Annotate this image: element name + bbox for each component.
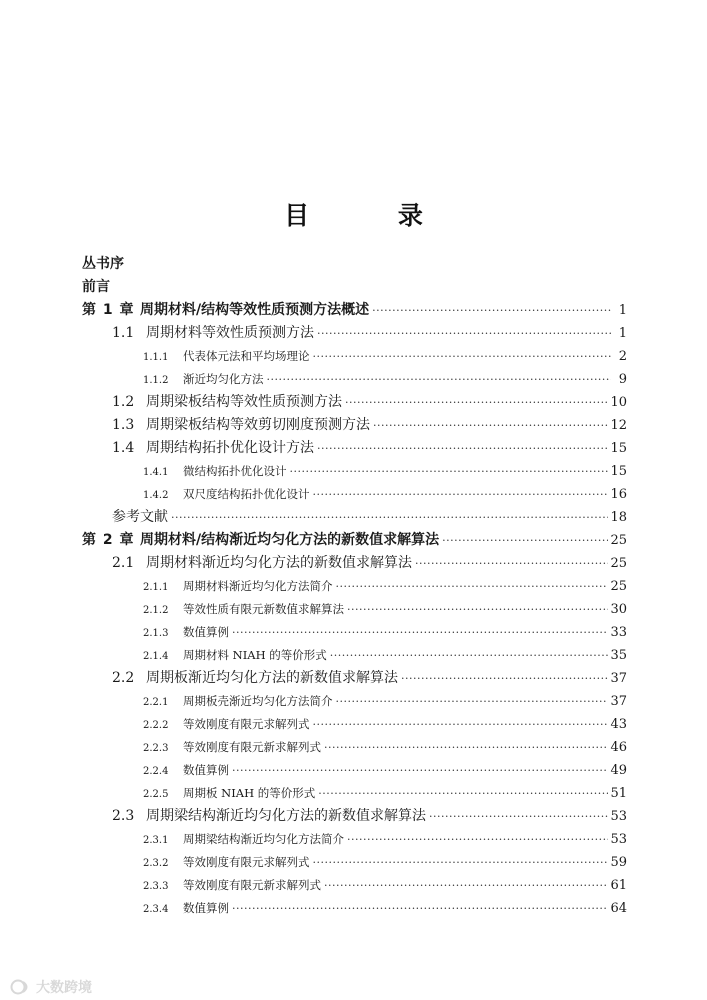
toc-entry-title: 周期材料渐近均匀化方法简介: [183, 579, 333, 593]
dot-leader: [232, 759, 608, 782]
toc-entry-section: [82, 414, 627, 437]
toc-entry-page: 2: [618, 349, 627, 364]
toc-entry-number: 1.1.1: [143, 352, 169, 363]
dot-leader: [324, 736, 608, 759]
dot-leader: [313, 851, 609, 874]
dot-leader: [318, 782, 608, 805]
dot-leader: [429, 805, 608, 828]
toc-entry-number: 2.3.1: [143, 835, 169, 846]
dot-leader: [290, 460, 609, 483]
toc-entry-number: 1.1.2: [143, 375, 169, 386]
toc-entry-subsection: [82, 460, 627, 483]
toc-entry-subsection: [82, 690, 627, 713]
toc-entry-plain: [82, 253, 627, 276]
dot-leader: [317, 437, 608, 460]
toc-entry-subsection: [82, 644, 627, 667]
toc-entry-page: 37: [610, 694, 627, 709]
dot-leader: [373, 414, 608, 437]
toc-entry-number: 2.2.2: [143, 720, 169, 731]
toc-entry-number: 1.4.2: [143, 490, 169, 501]
toc-entry-section: [82, 667, 627, 690]
toc-entry-title: 周期材料/结构等效性质预测方法概述: [140, 302, 370, 318]
toc-entry-page: 43: [610, 717, 627, 732]
toc-entry-page: 15: [610, 441, 627, 456]
toc-entry-page: 25: [610, 556, 627, 571]
toc-entry-chapter: [82, 299, 627, 322]
toc-entry-page: 35: [610, 648, 627, 663]
dot-leader: [401, 667, 608, 690]
toc-entry-page: 25: [610, 579, 627, 594]
toc-entry-title: 周期板渐近均匀化方法的新数值求解算法: [146, 670, 398, 686]
table-of-contents: [82, 253, 627, 920]
watermark-text: 大数跨境: [36, 980, 92, 996]
toc-entry-title: 周期梁结构渐近均匀化方法的新数值求解算法: [146, 808, 426, 824]
toc-entry-chapter: [82, 529, 627, 552]
toc-entry-number: 2.3.3: [143, 881, 169, 892]
dot-leader: [232, 621, 608, 644]
toc-entry-page: 46: [610, 740, 627, 755]
toc-entry-page: 53: [610, 832, 627, 847]
toc-entry-number: 2.2.1: [143, 697, 169, 708]
dot-leader: [313, 483, 609, 506]
toc-entry-subsection: [82, 483, 627, 506]
toc-entry-number: 2.2.3: [143, 743, 169, 754]
watermark: [10, 977, 92, 997]
toc-entry-title: 周期材料/结构渐近均匀化方法的新数值求解算法: [140, 532, 440, 548]
dot-leader: [336, 690, 609, 713]
toc-entry-number: 2.3.2: [143, 858, 169, 869]
toc-entry-page: 33: [610, 625, 627, 640]
toc-entry-page: 59: [610, 855, 627, 870]
dot-leader: [372, 299, 611, 322]
toc-entry-title: 周期板 NIAH 的等价形式: [183, 786, 316, 800]
toc-entry-title: 周期结构拓扑优化设计方法: [146, 440, 314, 456]
toc-entry-subsection: [82, 368, 627, 391]
dot-leader: [336, 575, 609, 598]
toc-entry-number: 2.3.4: [143, 904, 169, 915]
toc-entry-title: 周期材料渐近均匀化方法的新数值求解算法: [146, 555, 412, 571]
toc-entry-page: 18: [610, 510, 627, 525]
toc-entry-number: 2.1.3: [143, 628, 169, 639]
toc-entry-page: 1: [618, 326, 627, 341]
toc-entry-title: 等效刚度有限元求解列式: [183, 717, 310, 731]
dot-leader: [267, 368, 612, 391]
toc-entry-section: [82, 322, 627, 345]
toc-entry-subsection: [82, 575, 627, 598]
toc-entry-page: 37: [610, 671, 627, 686]
toc-entry-number: 2.2.5: [143, 789, 169, 800]
toc-entry-title: 数值算例: [183, 763, 229, 777]
toc-entry-title: 周期板壳渐近均匀化方法简介: [183, 694, 333, 708]
dot-leader: [324, 874, 608, 897]
toc-entry-number: 1.4: [112, 440, 135, 456]
toc-entry-number: 2.2.4: [143, 766, 169, 777]
toc-entry-title: 微结构拓扑优化设计: [183, 464, 287, 478]
toc-entry-page: 64: [610, 901, 627, 916]
toc-entry-page: 10: [610, 395, 627, 410]
toc-entry-title: 渐近均匀化方法: [183, 372, 264, 386]
watermark-logo-icon: [10, 979, 32, 995]
toc-entry-page: 15: [610, 464, 627, 479]
toc-entry-number: 2.2: [112, 670, 135, 686]
toc-entry-subsection: [82, 874, 627, 897]
toc-entry-number: 1.4.1: [143, 467, 169, 478]
dot-leader: [347, 828, 608, 851]
toc-entry-number: 第 2 章: [82, 532, 135, 548]
toc-entry-title: 周期梁结构渐近均匀化方法简介: [183, 832, 344, 846]
dot-leader: [232, 897, 608, 920]
toc-entry-page: 9: [618, 372, 627, 387]
toc-entry-title: 周期梁板结构等效性质预测方法: [146, 394, 342, 410]
toc-entry-section: [82, 437, 627, 460]
toc-entry-number: 2.1.1: [143, 582, 169, 593]
toc-entry-title: 等效性质有限元新数值求解算法: [183, 602, 344, 616]
dot-leader: [345, 391, 608, 414]
toc-entry-number: 1.3: [112, 417, 135, 433]
dot-leader: [442, 529, 608, 552]
toc-entry-title: 数值算例: [183, 901, 229, 915]
toc-entry-refs: [82, 506, 627, 529]
toc-entry-title: 等效刚度有限元新求解列式: [183, 740, 321, 754]
toc-entry-subsection: [82, 345, 627, 368]
toc-entry-title: 代表体元法和平均场理论: [183, 349, 310, 363]
toc-entry-title: 丛书序: [82, 256, 124, 272]
toc-entry-section: [82, 391, 627, 414]
toc-entry-page: 49: [610, 763, 627, 778]
toc-entry-title: 前言: [82, 279, 110, 295]
dot-leader: [317, 322, 611, 345]
toc-entry-title: 数值算例: [183, 625, 229, 639]
dot-leader: [171, 506, 608, 529]
page-title: 目 录: [284, 201, 463, 230]
toc-entry-page: 30: [610, 602, 627, 617]
toc-entry-page: 16: [610, 487, 627, 502]
toc-entry-title: 周期材料 NIAH 的等价形式: [183, 648, 327, 662]
dot-leader: [415, 552, 608, 575]
toc-entry-title: 参考文献: [112, 509, 168, 525]
dot-leader: [313, 345, 612, 368]
toc-entry-title: 双尺度结构拓扑优化设计: [183, 487, 310, 501]
toc-entry-number: 1.2: [112, 394, 135, 410]
toc-entry-plain: [82, 276, 627, 299]
toc-entry-page: 12: [610, 418, 627, 433]
toc-entry-number: 2.1.2: [143, 605, 169, 616]
toc-entry-page: 51: [610, 786, 627, 801]
toc-entry-subsection: [82, 851, 627, 874]
dot-leader: [330, 644, 609, 667]
toc-entry-subsection: [82, 598, 627, 621]
toc-entry-number: 2.3: [112, 808, 135, 824]
toc-entry-subsection: [82, 713, 627, 736]
toc-entry-number: 第 1 章: [82, 302, 135, 318]
toc-entry-section: [82, 552, 627, 575]
dot-leader: [347, 598, 608, 621]
toc-entry-page: 53: [610, 809, 627, 824]
toc-entry-number: 1.1: [112, 325, 135, 341]
toc-entry-title: 等效刚度有限元新求解列式: [183, 878, 321, 892]
toc-entry-section: [82, 805, 627, 828]
dot-leader: [313, 713, 609, 736]
toc-entry-title: 周期材料等效性质预测方法: [146, 325, 314, 341]
toc-entry-page: 1: [618, 303, 627, 318]
toc-entry-page: 61: [610, 878, 627, 893]
toc-entry-number: 2.1: [112, 555, 135, 571]
toc-entry-subsection: [82, 621, 627, 644]
toc-entry-subsection: [82, 759, 627, 782]
toc-entry-subsection: [82, 828, 627, 851]
toc-entry-subsection: [82, 782, 627, 805]
toc-entry-page: 25: [610, 533, 627, 548]
toc-entry-subsection: [82, 736, 627, 759]
toc-entry-subsection: [82, 897, 627, 920]
toc-entry-title: 周期梁板结构等效剪切刚度预测方法: [146, 417, 370, 433]
toc-entry-number: 2.1.4: [143, 651, 169, 662]
toc-entry-title: 等效刚度有限元求解列式: [183, 855, 310, 869]
